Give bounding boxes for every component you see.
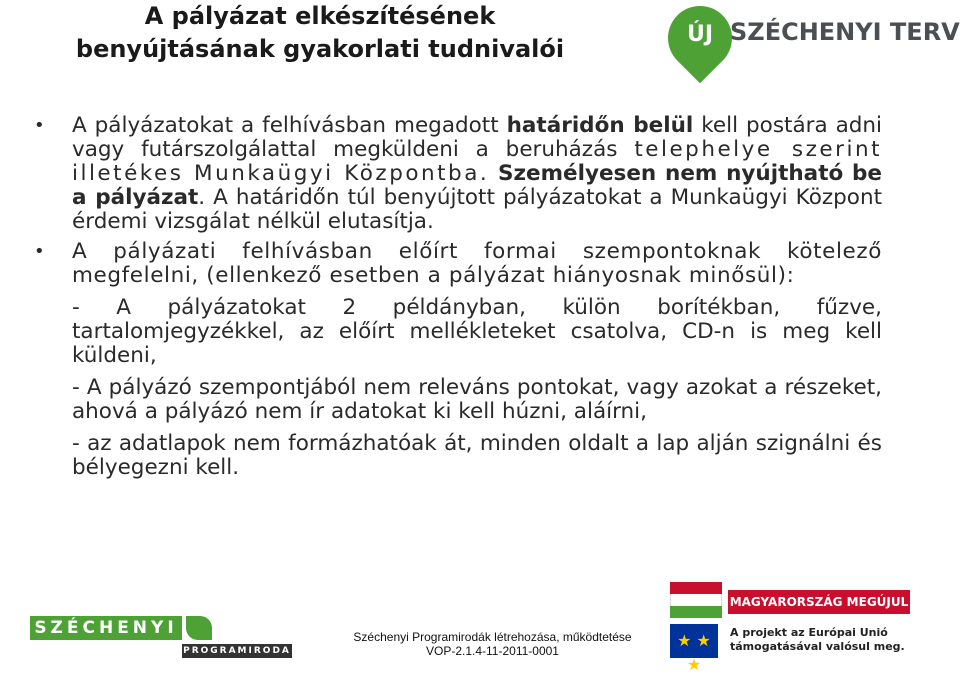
page-title	[40, 0, 600, 66]
bullet-icon: •	[34, 241, 45, 262]
bullet2-intro: A pályázati felhívásban előírt formai szempontoknak kötelező megfelelni, (ellenkező esetben a pályázat hiányosnak minősül):	[72, 239, 882, 288]
szp-logo-bottom-text: PROGRAMIRODA	[183, 646, 291, 656]
szechenyi-programiroda-logo	[30, 616, 291, 656]
szp-logo-top-text: SZÉCHENYI	[30, 616, 182, 640]
logo-pin-text: ÚJ	[686, 22, 714, 47]
hungarian-flag-icon	[670, 582, 722, 618]
title-line-1: A pályázat elkészítésének	[144, 2, 496, 30]
szechenyi-terv-logo	[664, 2, 960, 84]
leaf-icon	[186, 616, 212, 640]
bullet2-subitem-1: - A pályázatokat 2 példányban, külön borítékban, fűzve, tartalomjegyzékkel, az előírt mellékleteket csatolva, CD-n is meg kell küldeni,	[72, 295, 882, 368]
bullet2-subitem-2: - A pályázó szempontjából nem releváns pontokat, vagy azokat a részeket, ahová a pályázó nem ír adatokat ki kell húzni, aláírni,	[72, 375, 882, 424]
footer-line-2: VOP-2.1.4-11-2011-0001	[426, 644, 559, 658]
main-content	[34, 113, 883, 480]
bullet1-text-spaced: telephelye szerint illetékes Munkaügyi Központba.	[72, 137, 883, 186]
bullet1-text-a: A pályázatokat a felhívásban megadott	[72, 113, 507, 138]
bullet-item-1	[34, 113, 883, 234]
eu-flag-icon	[670, 624, 718, 674]
logo-brand-text: SZÉCHENYI TERV	[730, 18, 960, 46]
eu-text-line-1: A projekt az Európai Unió	[730, 626, 888, 639]
bullet1-bold-deadline: határidőn belül	[506, 113, 694, 138]
eu-text-line-2: támogatásával valósul meg.	[730, 640, 905, 653]
bullet-item-2	[34, 239, 882, 480]
bullet1-bold-personal: Személyesen nem nyújtható be a pályázat	[72, 161, 883, 210]
bullet1-text-c: . A határidőn túl benyújtott pályázatokat a Munkaügyi Központ érdemi vizsgálat nélkül elutasítja.	[72, 185, 882, 234]
eu-stars-icon: ★ ★ ★	[677, 631, 711, 674]
footer-line-1: Széchenyi Programirodák létrehozása, működtetése	[353, 630, 632, 644]
magyarorszag-megujul-logo	[670, 578, 910, 622]
footer-project-info	[320, 630, 665, 658]
bullet1-text-b: kell postára adni vagy futárszolgálattal megküldeni a beruházás	[72, 113, 883, 162]
title-line-2: benyújtásának gyakorlati tudnivalói	[75, 35, 565, 63]
bullet-icon: •	[34, 115, 45, 136]
bullet2-subitem-3: - az adatlapok nem formázhatóak át, minden oldalt a lap alján szignálni és bélyegezni kell.	[72, 431, 882, 480]
mm-logo-text: MAGYARORSZÁG MEGÚJUL	[728, 590, 910, 614]
eu-support-text	[730, 626, 905, 654]
eu-support-logo	[670, 624, 960, 674]
